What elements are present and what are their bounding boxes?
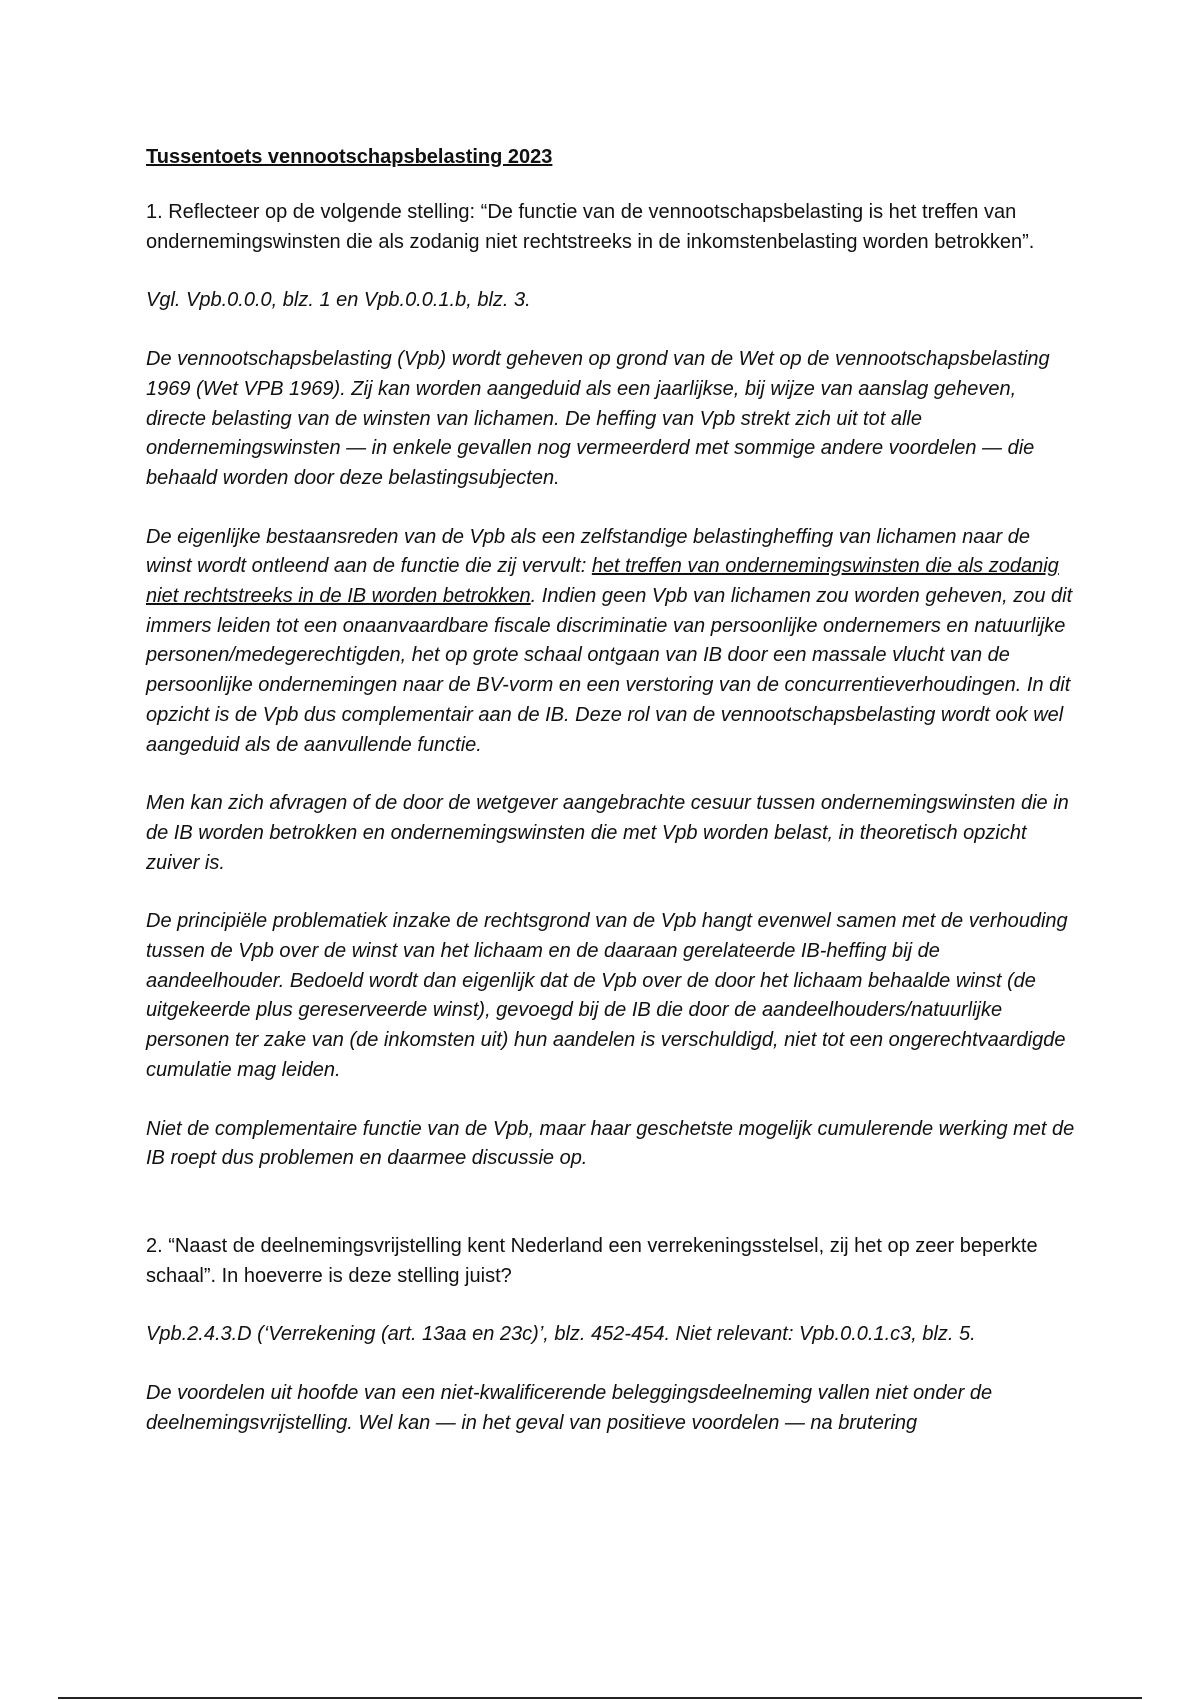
underlined-function-phrase: het treffen van ondernemingswinsten die als zodanig niet rechtstreeks in de IB worden betrokken: [146, 555, 1059, 608]
answer-1-paragraph-5: Niet de complementaire functie van de Vpb, maar haar geschetste mogelijk cumulerende werking met de IB roept dus problemen en daarmee discussie op.: [146, 1117, 1075, 1170]
document-page: [146, 142, 1076, 1468]
footer-divider: [58, 1697, 1142, 1699]
question-2: 2. “Naast de deelnemingsvrijstelling kent Nederland een verrekeningsstelsel, zij het op zeer beperkte schaal”. In hoeverre is deze stelling juist?: [146, 1234, 1038, 1287]
answer-1-paragraph-4: De principiële problematiek inzake de rechtsgrond van de Vpb hangt evenwel samen met de verhouding tussen de Vpb over de winst van het lichaam en de daaraan gerelateerde IB-heffing bij de aandeelhouder. Bedoeld wordt dan eigenlijk dat de Vpb over de door het lichaam behaalde winst (de uitgekeerde plus gereserveerde winst), gevoegd bij de IB die door de aandeelhouders/natuurlijke personen ter zake van (de inkomsten uit) hun aandelen is verschuldigd, niet tot een ongerechtvaardigde cumulatie mag leiden.: [146, 910, 1068, 1081]
answer-1-paragraph-1: De vennootschapsbelasting (Vpb) wordt geheven op grond van de Wet op de vennootschapsbelasting 1969 (Wet VPB 1969). Zij kan worden aangeduid als een jaarlijkse, bij wijze van aanslag geheven, directe belasting van de winsten van lichamen. De heffing van Vpb strekt zich uit tot alle ondernemingswinsten — in enkele gevallen nog vermeerderd met sommige andere voordelen — die behaald worden door deze belastingsubjecten.: [146, 348, 1050, 489]
answer-1-paragraph-3: Men kan zich afvragen of de door de wetgever aangebrachte cesuur tussen ondernemingswinsten die in de IB worden betrokken en ondernemingswinsten die met Vpb worden belast, in theoretisch opzicht zuiver is.: [146, 792, 1069, 874]
answer-1-paragraph-2-continuation: . Indien geen Vpb van lichamen zou worden geheven, zou dit immers leiden tot een onaanvaardbare fiscale discriminatie van persoonlijke ondernemers en natuurlijke personen/medegerechtigden, het op grote schaal ontgaan van IB door een massale vlucht van de persoonlijke ondernemingen naar de BV-vorm en een verstoring van de concurrentieverhoudingen. In dit opzicht is de Vpb dus complementair aan de IB. Deze rol van de vennootschapsbelasting wordt ook wel aangeduid als de aanvullende functie.: [146, 585, 1073, 756]
document-title: Tussentoets vennootschapsbelasting 2023: [146, 146, 553, 168]
answer-1-paragraph-2-text: De eigenlijke bestaansreden van de Vpb als een zelfstandige belastingheffing van lichamen naar de winst wordt ontleend aan de functie die zij vervult:: [146, 525, 1030, 578]
question-1-reference: Vgl. Vpb.0.0.0, blz. 1 en Vpb.0.0.1.b, blz. 3.: [146, 289, 531, 312]
answer-2-paragraph-1: De voordelen uit hoofde van een niet-kwalificerende beleggingsdeelneming vallen niet onder de deelnemingsvrijstelling. Wel kan — in het geval van positieve voordelen — na brutering: [146, 1382, 993, 1434]
question-1: 1. Reflecteer op de volgende stelling: “De functie van de vennootschapsbelasting is het treffen van ondernemingswinsten die als zodanig niet rechtstreeks in de inkomstenbelasting worden betrokken”.: [146, 201, 1035, 253]
answer-1-paragraph-2: [146, 523, 1076, 761]
question-2-reference: Vpb.2.4.3.D (‘Verrekening (art. 13aa en 23c)’, blz. 452-454. Niet relevant: Vpb.0.0.1.c3, blz. 5.: [146, 1323, 976, 1346]
